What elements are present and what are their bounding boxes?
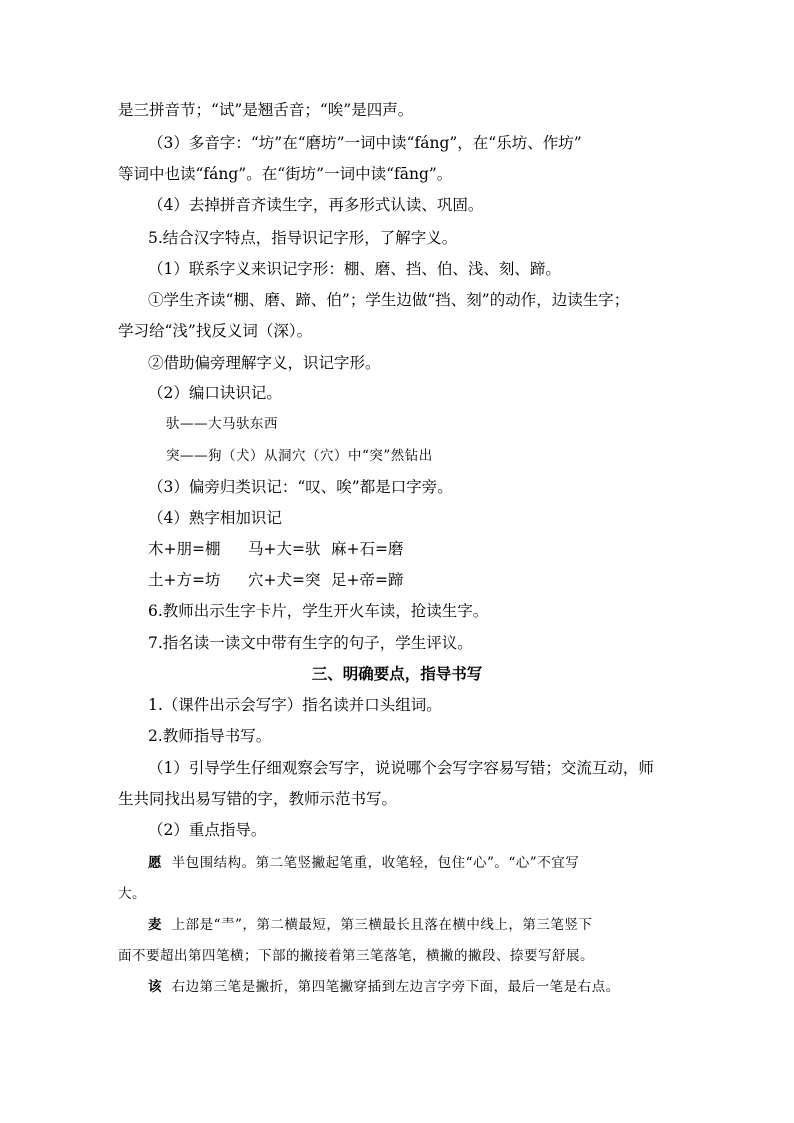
text-line: （3）偏旁归类识记：“叹、唉”都是口字旁。 xyxy=(148,478,453,496)
text-line: 生共同找出易写错的字，教师示范书写。 xyxy=(118,790,398,808)
guide-line xyxy=(148,852,684,874)
text-line: （1）联系字义来识记字形：棚、磨、挡、伯、浅、刻、蹄。 xyxy=(148,260,561,278)
sum-item: 麻+石=磨 xyxy=(331,540,404,558)
text-line: 学习给“浅”找反义词（深）。 xyxy=(118,322,313,340)
text-line: 1.（课件出示会写字）指名读并口头组词。 xyxy=(148,696,442,714)
text-line: 是三拼音节；“试”是翘舌音；“唉”是四声。 xyxy=(118,101,414,119)
text-line: 等词中也读“fáng”。在“街坊”一词中读“fāng”。 xyxy=(118,165,453,183)
guide-text: 右边第三笔是撇折，第四笔撇穿插到左边言字旁下面，最后一笔是右点。 xyxy=(171,979,620,995)
text-line: （4）去掉拼音齐读生字，再多形式认读、巩固。 xyxy=(148,196,484,214)
text-line: （3）多音字：“坊”在“磨坊”一词中读“fáng”，在“乐坊、作坊” xyxy=(148,134,582,152)
sum-item: 马+大=驮 xyxy=(248,540,321,558)
guide-char: 麦 xyxy=(148,917,162,933)
text-line: ②借助偏旁理解字义，识记字形。 xyxy=(148,354,381,372)
text-line: （2）重点指导。 xyxy=(148,821,267,839)
guide-char: 愿 xyxy=(148,855,162,871)
guide-line: 大。 xyxy=(118,886,146,902)
text-line: 2.教师指导书写。 xyxy=(148,727,272,745)
guide-line xyxy=(148,976,684,998)
text-line: 7.指名读一读文中带有生字的句子，学生评议。 xyxy=(148,634,473,652)
sum-item: 木+朋=棚 xyxy=(148,540,221,558)
text-line: ①学生齐读“棚、磨、蹄、伯”；学生边做“挡、刻”的动作，边读生字； xyxy=(148,291,630,309)
section-heading: 三、明确要点，指导书写 xyxy=(311,664,483,683)
sum-item: 土+方=坊 xyxy=(148,571,221,589)
text-line: 5.结合汉字特点，指导识记字形，了解字义。 xyxy=(148,229,458,247)
text-line: （4）熟字相加识记 xyxy=(148,509,282,527)
text-line: （1）引导学生仔细观察会写字，说说哪个会写字容易写错；交流互动，师 xyxy=(148,759,654,777)
sum-item: 足+帝=蹄 xyxy=(331,571,404,589)
guide-text: 上部是“龶”，第二横最短，第三横最长且落在横中线上，第三笔竖下 xyxy=(171,917,593,933)
text-line: 6.教师出示生字卡片，学生开火车读，抢读生字。 xyxy=(148,602,489,620)
guide-char: 该 xyxy=(148,979,162,995)
text-line: （2）编口诀识记。 xyxy=(148,384,282,402)
guide-text: 半包围结构。第二笔竖撇起笔重，收笔轻，包住“心”。“心”不宜写 xyxy=(171,855,580,871)
mnemonic-line: 突——狗（犬）从洞穴（穴）中“突”然钻出 xyxy=(166,448,433,464)
mnemonic-line: 驮——大马驮东西 xyxy=(166,416,278,432)
guide-line: 面不要超出第四笔横；下部的撇接着第三笔落笔，横撇的撇段、捺要写舒展。 xyxy=(118,948,594,964)
sum-item: 穴+犬=突 xyxy=(248,571,321,589)
guide-line xyxy=(148,914,684,936)
